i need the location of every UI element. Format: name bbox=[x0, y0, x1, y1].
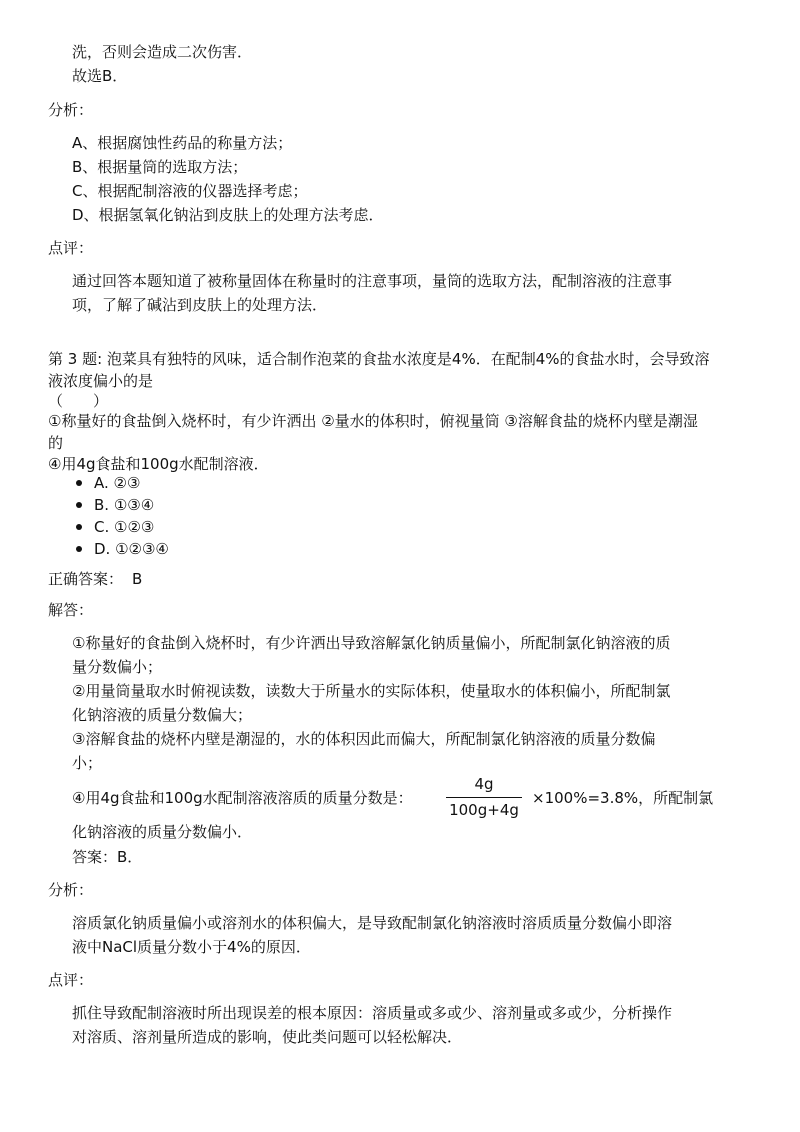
question-statements-cont: ④用4g食盐和100g水配制溶液． bbox=[48, 455, 269, 473]
formula-prefix: ④用4g食盐和100g水配制溶液溶质的质量分数是： bbox=[72, 789, 413, 807]
correct-answer-value: B bbox=[132, 570, 143, 588]
analysis-line: 液中NaCl质量分数小于4%的原因． bbox=[72, 938, 311, 956]
option-c: C. ①②③ bbox=[72, 516, 169, 538]
question-statements: ①称量好的食盐倒入烧杯时，有少许洒出 ②量水的体积时，俯视量筒 ③溶解食盐的烧杯内壁是潮湿 bbox=[48, 412, 698, 430]
prev-analysis-label: 分析： bbox=[48, 101, 94, 119]
solution-answer: 答案：B． bbox=[72, 848, 143, 866]
analysis-line: 溶质氯化钠质量偏小或溶剂水的体积偏大，是导致配制氯化钠溶液时溶质质量分数偏小即溶 bbox=[72, 914, 673, 932]
prev-analysis-item: A、根据腐蚀性药品的称量方法； bbox=[72, 134, 293, 152]
prev-comment-line: 通过回答本题知道了被称量固体在称量时的注意事项，量筒的选取方法，配制溶液的注意事 bbox=[72, 272, 673, 290]
analysis-label: 分析： bbox=[48, 881, 94, 899]
solution-line: 量分数偏小； bbox=[72, 658, 163, 676]
solution-line: 化钠溶液的质量分数偏大； bbox=[72, 706, 253, 724]
prev-analysis-item: D、根据氢氧化钠沾到皮肤上的处理方法考虑． bbox=[72, 206, 384, 224]
option-d: D. ①②③④ bbox=[72, 538, 169, 560]
fraction-bar bbox=[446, 797, 522, 798]
fraction-denominator: 100g+4g bbox=[449, 801, 519, 819]
solution-line: ①称量好的食盐倒入烧杯时，有少许洒出导致溶解氯化钠质量偏小，所配制氯化钠溶液的质 bbox=[72, 634, 671, 652]
question-stem: 第 3 题: 泡菜具有独特的风味，适合制作泡菜的食盐水浓度是4%．在配制4%的食盐水时，会导致溶 bbox=[48, 350, 710, 368]
option-b: B. ①③④ bbox=[72, 494, 169, 516]
solution-label: 解答： bbox=[48, 601, 94, 619]
formula-suffix: ×100%=3.8%，所配制氯 bbox=[532, 789, 714, 807]
comment-line: 抓住导致配制溶液时所出现误差的根本原因：溶质量或多或少、溶剂量或多或少，分析操作 bbox=[72, 1004, 673, 1022]
prev-answer-line: 故选B． bbox=[72, 67, 128, 85]
question-blank: （ ） bbox=[48, 392, 109, 410]
solution-line: ③溶解食盐的烧杯内壁是潮湿的，水的体积因此而偏大，所配制氯化钠溶液的质量分数偏 bbox=[72, 730, 656, 748]
formula-line-cont: 化钠溶液的质量分数偏小． bbox=[72, 823, 253, 841]
prev-analysis-item: C、根据配制溶液的仪器选择考虑； bbox=[72, 182, 308, 200]
prev-comment-label: 点评： bbox=[48, 239, 94, 257]
prev-analysis-item: B、根据量筒的选取方法； bbox=[72, 158, 248, 176]
options-list bbox=[72, 472, 169, 560]
solution-line: 小； bbox=[72, 754, 103, 772]
comment-label: 点评： bbox=[48, 971, 94, 989]
comment-line: 对溶质、溶剂量所造成的影响，使此类问题可以轻松解决． bbox=[72, 1028, 463, 1046]
solution-line: ②用量筒量取水时俯视读数，读数大于所量水的实际体积，使量取水的体积偏小，所配制氯 bbox=[72, 682, 671, 700]
fraction-numerator: 4g bbox=[474, 775, 494, 793]
question-stem-cont: 液浓度偏小的是 bbox=[48, 372, 154, 390]
correct-answer-label: 正确答案： bbox=[48, 570, 124, 588]
question-statements-cont: 的 bbox=[48, 434, 64, 452]
option-a: A. ②③ bbox=[72, 472, 169, 494]
prev-comment-line: 项，了解了碱沾到皮肤上的处理方法． bbox=[72, 296, 328, 314]
prev-explanation-line: 洗，否则会造成二次伤害． bbox=[72, 43, 253, 61]
